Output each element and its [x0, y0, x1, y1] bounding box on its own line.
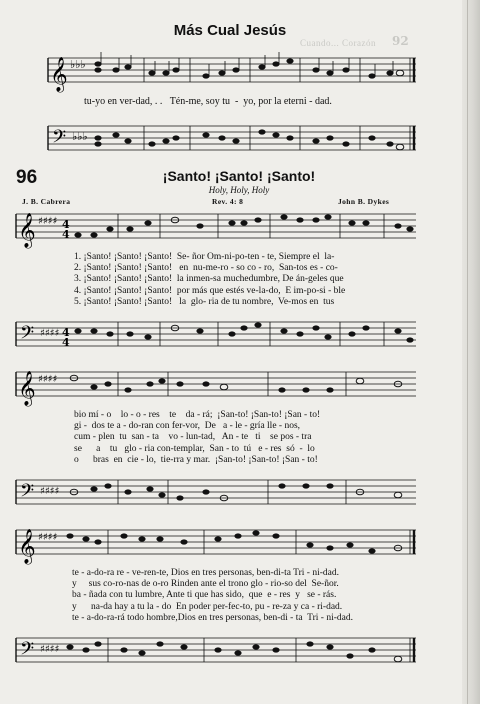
svg-text:4: 4: [62, 228, 70, 241]
hymn-title: ¡Santo! ¡Santo! ¡Santo!: [162, 168, 316, 184]
svg-text:♯♯♯♯: ♯♯♯♯: [40, 328, 60, 339]
hymn-scripture-reference: Rev. 4: 8: [212, 197, 244, 206]
svg-text:♯♯♯♯: ♯♯♯♯: [38, 532, 58, 543]
hymn-english-title: Holy, Holy, Holy: [208, 185, 270, 195]
svg-text:♯♯♯♯: ♯♯♯♯: [40, 644, 60, 655]
system1-verse-5: 5. ¡Santo! ¡Santo! ¡Santo! la glo- ria de tu nombre, Ve-mos en tus: [74, 296, 335, 307]
system1-verse-4: 4. ¡Santo! ¡Santo! ¡Santo! por más que estés ve-la-do, E im-po-si - ble: [74, 285, 346, 296]
prev-hymn-title: Más Cual Jesús: [173, 22, 287, 39]
system1-verse-1: 1. ¡Santo! ¡Santo! ¡Santo! Se- ñor Om-ni-po-ten - te, Siempre el la-: [74, 252, 335, 262]
system3-bass-staff: [0, 628, 460, 674]
prev-hymn-bass-staff: [0, 116, 460, 160]
svg-text:𝄞: 𝄞: [18, 529, 36, 564]
system3-lyrics: [72, 568, 353, 624]
hymn-number: 96: [16, 167, 38, 188]
svg-text:4: 4: [62, 336, 70, 349]
system2-lyrics: [74, 410, 320, 466]
system1-bass-staff: [0, 312, 460, 358]
system3-verse-1: te - a-do-ra re - ve-ren-te, Dios en tres personas, ben-di-ta Tri - ni-dad.: [72, 568, 339, 578]
bleed-through-text: Cuando... Corazón: [300, 38, 376, 48]
system1-verse-3: 3. ¡Santo! ¡Santo! ¡Santo! la inmen-sa muchedumbre, De án-geles que: [74, 274, 344, 285]
system3-verse-4: y na-da hay a tu la - do En poder per-fec-to, pu - re-za y ca - ri-dad.: [72, 601, 343, 612]
svg-text:𝄞: 𝄞: [18, 371, 36, 406]
system3-verse-2: y sus co-ro-nas de o-ro Rinden ante el trono glo - rio-so del Se-ñor.: [72, 579, 339, 590]
svg-text:♯♯♯♯: ♯♯♯♯: [40, 486, 60, 497]
system2-bass-staff: [0, 470, 460, 516]
bleed-through-number: 92: [392, 34, 409, 48]
system3-treble-staff: [0, 520, 460, 566]
svg-text:4: 4: [62, 326, 70, 339]
svg-text:𝄢: 𝄢: [52, 127, 67, 152]
svg-text:♭♭♭: ♭♭♭: [70, 58, 86, 71]
system2-verse-4: se a tu glo - ria con-templar, San - to tú e - res só - lo: [74, 443, 315, 454]
hymn-composer: John B. Dykes: [338, 197, 390, 206]
system1-lyrics: [74, 252, 345, 308]
page-edge-line: [467, 0, 468, 704]
prev-hymn-treble-staff: [0, 52, 460, 96]
system2-treble-staff: [0, 362, 460, 408]
system3-verse-5: te - a-do-ra-rá todo hombre,Dios en tres personas, ben-di - ta Tri - ni-dad.: [72, 612, 353, 623]
system1-verse-2: 2. ¡Santo! ¡Santo! ¡Santo! en nu-me-ro - so co - ro, San-tos es - co-: [74, 263, 338, 274]
svg-text:4: 4: [62, 218, 70, 231]
svg-text:𝄢: 𝄢: [20, 323, 35, 348]
svg-text:♭♭♭: ♭♭♭: [72, 130, 88, 143]
system1-treble-staff: [0, 204, 460, 250]
system2-verse-5: o bras en cie - lo, tie-rra y mar. ¡San-to! ¡San-to! ¡San - to!: [74, 454, 318, 465]
system2-verse-1: bio mí - o lo - o - res te da - rá; ¡San-to! ¡San-to! ¡San - to!: [74, 410, 321, 420]
svg-text:𝄞: 𝄞: [18, 213, 36, 248]
hymn-author: J. B. Cabrera: [22, 197, 71, 206]
system3-verse-3: ba - ñada con tu lumbre, Ante ti que has sido, que e - res y se - rás.: [72, 590, 337, 601]
system2-verse-2: gi - dos te a - do-ran con fer-vor, De a - le - gría lle - nos,: [74, 421, 301, 432]
svg-text:𝄢: 𝄢: [20, 639, 35, 664]
svg-text:𝄞: 𝄞: [50, 57, 68, 92]
svg-text:♯♯♯♯: ♯♯♯♯: [38, 216, 58, 227]
prev-hymn-lyric: tu-yo en ver-dad, . . Tén-me, soy tu - yo, por la eterni - dad.: [84, 96, 332, 107]
system2-verse-3: cum - plen tu san - ta vo - lun-tad, An - te ti se pos - tra: [74, 432, 312, 443]
svg-text:♯♯♯♯: ♯♯♯♯: [38, 374, 58, 385]
page-edge: [462, 0, 480, 704]
svg-text:𝄢: 𝄢: [20, 481, 35, 506]
